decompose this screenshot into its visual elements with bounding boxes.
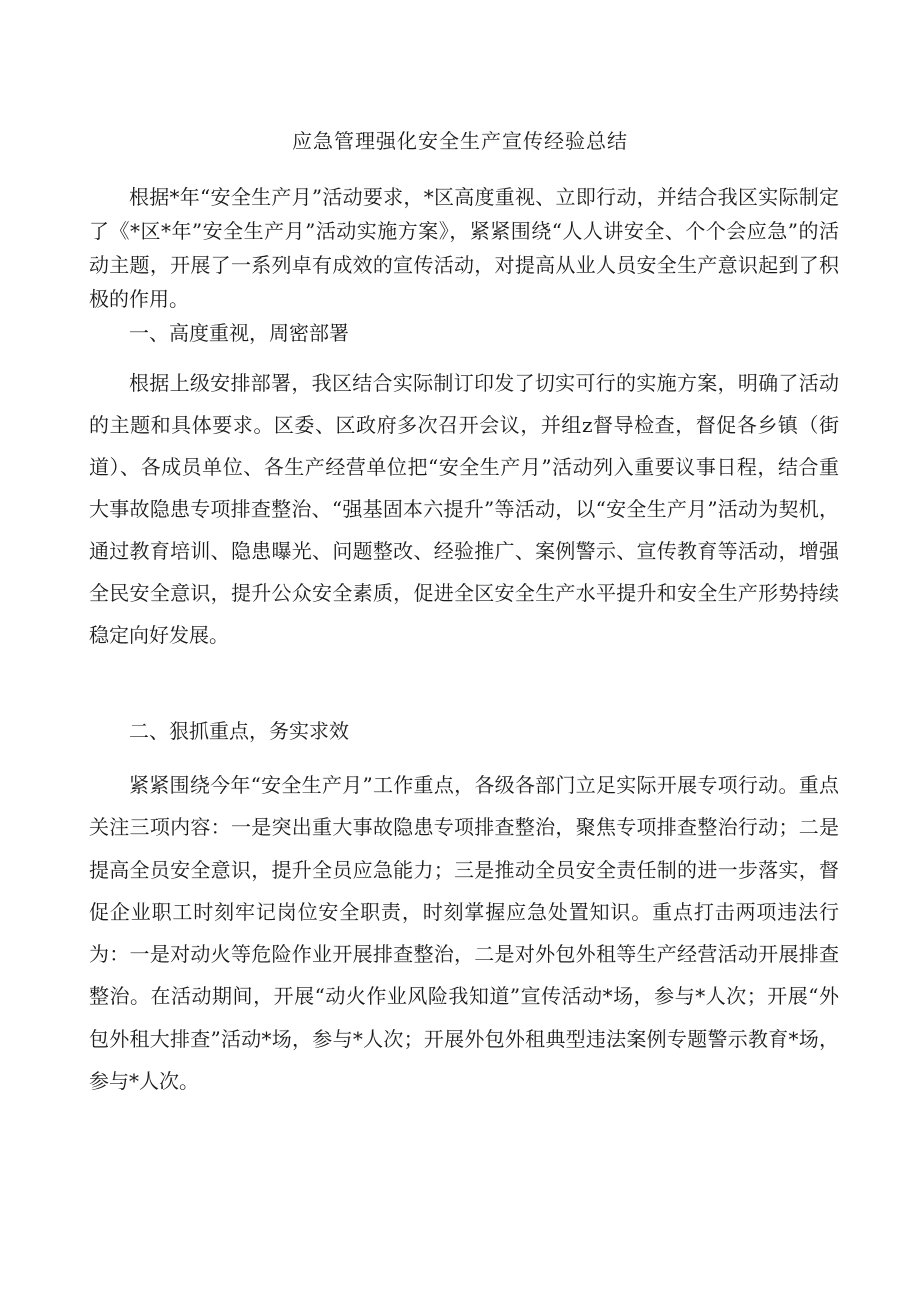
document-title: 应急管理强化安全生产宣传经验总结: [292, 129, 628, 153]
intro-paragraph: 根据*年“安全生产月”活动要求，*区高度重视、立即行动，并结合我区实际制定了《*区*年”安全生产月”活动实施方案》，紧紧围绕“人人讲安全、个个会应急”的活动主题，开展了一系列卓有成效的宣传活动，对提高从业人员安全生产意识起到了积极的作用。: [89, 185, 839, 311]
section-heading-2: 二、狠抓重点，务实求效: [129, 719, 349, 743]
section-1-paragraph: 根据上级安排部署，我区结合实际制订印发了切实可行的实施方案，明确了活动的主题和具体要求。区委、区政府多次召开会议，并组z督导检查，督促各乡镇（街道）、各成员单位、各生产经营单位把“安全生产月”活动列入重要议事日程，结合重大事故隐患专项排查整治、“强基固本六提升”等活动，以“安全生产月”活动为契机，通过教育培训、隐患曝光、问题整改、经验推广、案例警示、宣传教育等活动，增强全民安全意识，提升公众安全素质，促进全区安全生产水平提升和安全生产形势持续稳定向好发展。: [89, 371, 839, 647]
section-heading-1: 一、高度重视，周密部署: [129, 321, 349, 345]
section-2-paragraph: 紧紧围绕今年“安全生产月”工作重点，各级各部门立足实际开展专项行动。重点关注三项内容：一是突出重大事故隐患专项排查整治，聚焦专项排查整治行动；二是提高全员安全意识，提升全员应急能力；三是推动全员安全责任制的进一步落实，督促企业职工时刻牢记岗位安全职责，时刻掌握应急处置知识。重点打击两项违法行为：一是对动火等危险作业开展排查整治，二是对外包外租等生产经营活动开展排查整治。在活动期间，开展“动火作业风险我知道”宣传活动*场，参与*人次；开展“外包外租大排查”活动*场，参与*人次；开展外包外租典型违法案例专题警示教育*场，参与*人次。: [89, 773, 839, 1094]
